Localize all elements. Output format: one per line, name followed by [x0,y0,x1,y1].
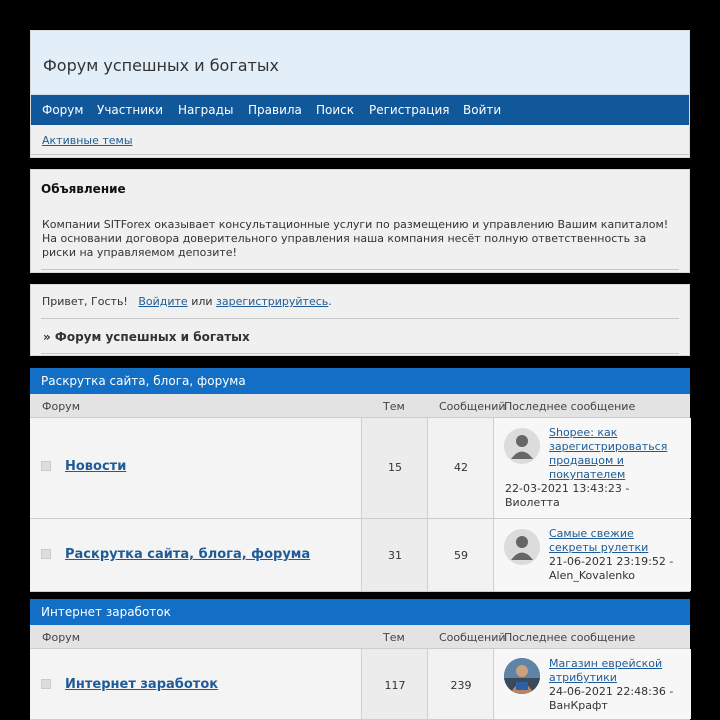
default-avatar-icon[interactable] [504,529,540,565]
category-block [30,599,690,720]
announcement-text: Компании SITForex оказывает консультационные услуги по размещению и управлению Вашим капиталом! На основании договора доверительного управления наша компания несёт полную ответственность за риски на управляемом депозите! [42,218,669,259]
col-topics: Тем [383,400,405,413]
col-last-post: Последнее сообщение [504,400,636,413]
forum-status-icon [41,549,51,559]
col-topics: Тем [383,631,405,644]
photo-avatar-icon[interactable] [504,658,540,694]
category-block [30,368,690,592]
site-title[interactable]: Форум успешных и богатых [43,56,279,75]
posts-count: 59 [454,549,468,562]
col-last-post: Последнее сообщение [504,631,636,644]
nav-search[interactable]: Поиск [316,103,355,117]
divider [41,318,679,319]
topics-cell [361,418,428,518]
header-panel [30,30,690,158]
last-post-meta: 24-06-2021 22:48:36 - ВанКрафт [549,685,674,712]
nav-login[interactable]: Войти [463,103,502,117]
forum-status-icon [41,679,51,689]
col-posts: Сообщений [439,400,506,413]
greeting: Привет, Гость! [42,295,128,308]
forum-row [30,418,690,519]
register-link[interactable]: зарегистрируйтесь [216,295,329,308]
welcome-panel [30,284,690,356]
forum-row [30,649,690,720]
breadcrumb[interactable]: » Форум успешных и богатых [43,330,250,344]
column-headers [30,394,690,418]
topics-count: 31 [388,549,402,562]
nav-register[interactable]: Регистрация [369,103,450,117]
divider [41,353,679,354]
default-avatar-icon[interactable] [504,428,540,464]
col-posts: Сообщений [439,631,506,644]
last-post-link[interactable]: Shopee: как зарегистрироваться продавцом и покупателем [549,426,668,481]
forum-row [30,519,690,592]
category-title[interactable]: Интернет заработок [30,599,690,625]
nav-members[interactable]: Участники [97,103,164,117]
last-post-cell [493,649,691,719]
posts-cell [427,519,494,591]
last-post-cell [493,519,691,591]
topics-count: 117 [384,679,406,692]
divider [41,269,679,270]
active-topics-link[interactable]: Активные темы [42,134,133,147]
period: . [328,295,332,308]
welcome-text [42,295,332,308]
posts-count: 239 [450,679,472,692]
nav-awards[interactable]: Награды [178,103,234,117]
last-post-meta: 22-03-2021 13:43:23 - Виолетта [505,482,630,509]
announcement-title: Объявление [41,182,126,196]
last-post-link[interactable]: Самые свежие секреты рулетки [549,527,649,554]
forum-link[interactable]: Интернет заработок [65,677,219,692]
col-forum: Форум [42,631,80,644]
last-post-meta: 21-06-2021 23:19:52 - Alen_Kovalenko [549,555,674,582]
announcement-panel [30,169,690,273]
header-banner [31,31,689,95]
login-link[interactable]: Войдите [138,295,188,308]
subnav [31,125,689,155]
nav-forum[interactable]: Форум [42,103,84,117]
main-navbar [31,95,689,125]
nav-rules[interactable]: Правила [248,103,302,117]
col-forum: Форум [42,400,80,413]
forum-status-icon [41,461,51,471]
column-headers [30,625,690,649]
topics-cell [361,649,428,719]
category-title[interactable]: Раскрутка сайта, блога, форума [30,368,690,394]
topics-count: 15 [388,461,402,474]
or-text: или [191,295,213,308]
last-post-cell [493,418,691,518]
topics-cell [361,519,428,591]
last-post-link[interactable]: Магазин еврейской атрибутики [549,657,663,684]
posts-count: 42 [454,461,468,474]
posts-cell [427,418,494,518]
forum-link[interactable]: Новости [65,459,127,474]
forum-link[interactable]: Раскрутка сайта, блога, форума [65,547,311,562]
posts-cell [427,649,494,719]
